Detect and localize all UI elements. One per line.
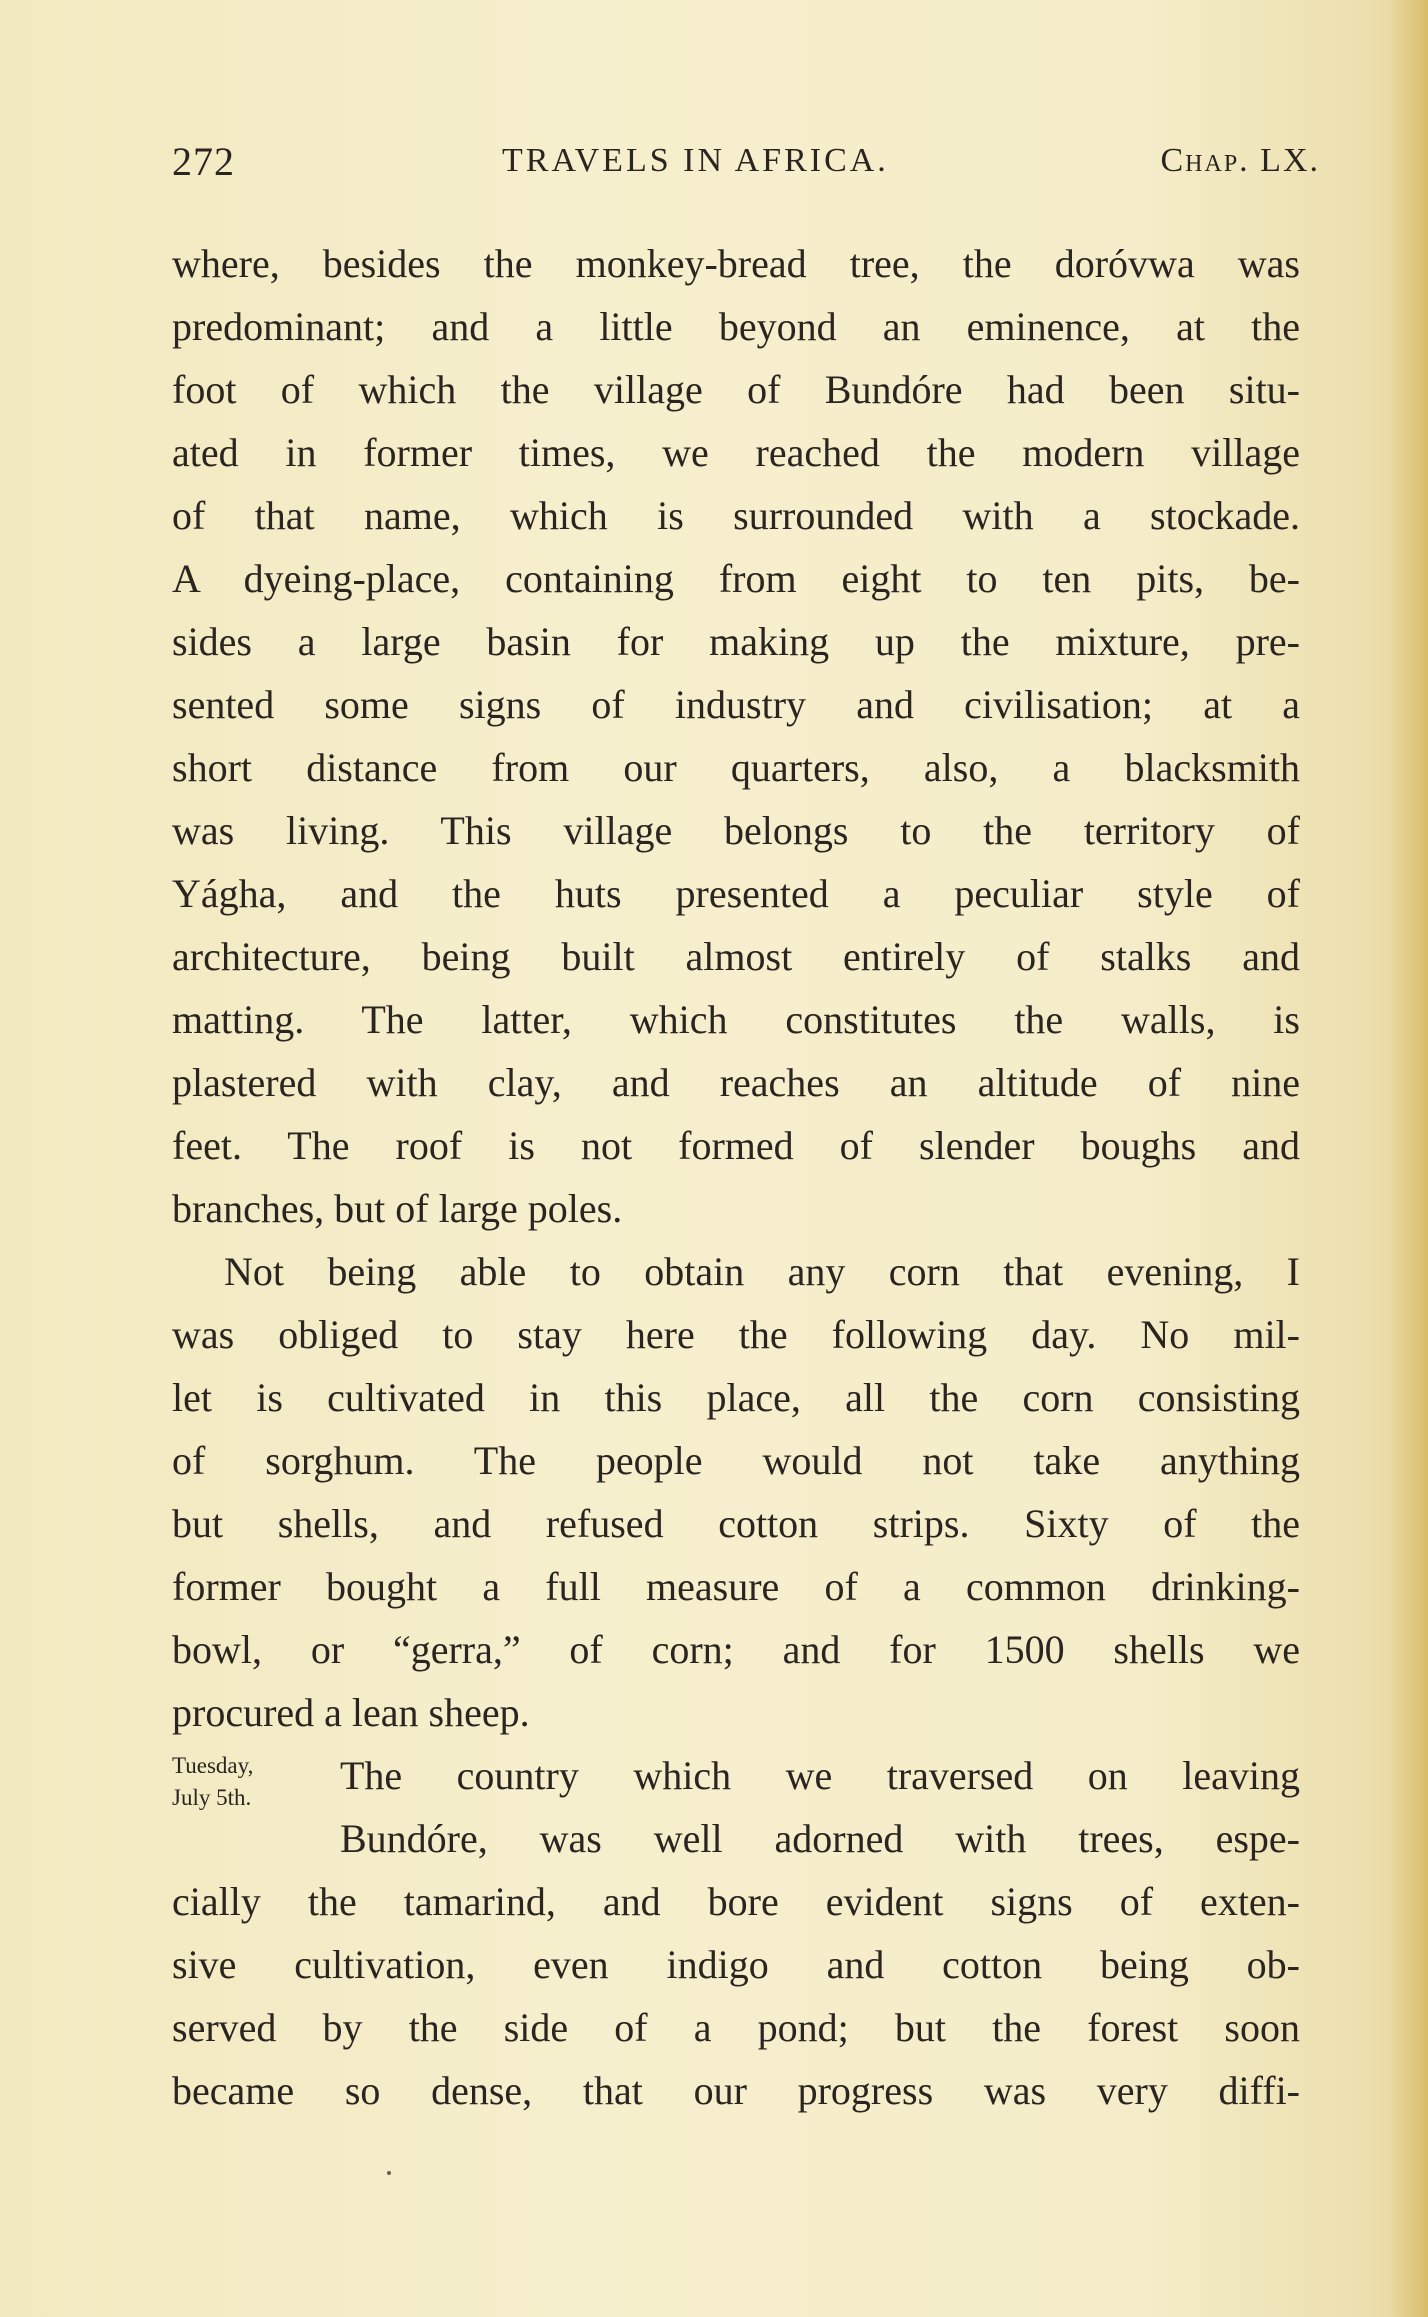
text-line: let is cultivated in this place, all the corn consisting (172, 1375, 1300, 1420)
text-line: of sorghum. The people would not take anything (172, 1438, 1300, 1483)
text-line: Yágha, and the huts presented a peculiar style of (172, 871, 1300, 916)
text-line: bowl, or “gerra,” of corn; and for 1500 shells we (172, 1627, 1300, 1672)
text-line: sides a large basin for making up the mixture, pre- (172, 619, 1300, 664)
text-line: Not being able to obtain any corn that evening, I (224, 1249, 1300, 1294)
marginal-note-day: Tuesday, (172, 1753, 254, 1778)
text-line: predominant; and a little beyond an eminence, at the (172, 304, 1300, 349)
text-line: was obliged to stay here the following day. No mil- (172, 1312, 1300, 1357)
text-line: became so dense, that our progress was very diffi- (172, 2068, 1300, 2113)
text-line: architecture, being built almost entirely of stalks and (172, 934, 1300, 979)
text-line: but shells, and refused cotton strips. Sixty of the (172, 1501, 1300, 1546)
text-line: short distance from our quarters, also, a blacksmith (172, 745, 1300, 790)
text-line: The country which we traversed on leaving (340, 1753, 1300, 1798)
text-line: foot of which the village of Bundóre had been situ- (172, 367, 1300, 412)
text-line: plastered with clay, and reaches an altitude of nine (172, 1060, 1300, 1105)
marginal-note-date: July 5th. (172, 1785, 252, 1810)
text-line: matting. The latter, which constitutes the walls, is (172, 997, 1300, 1042)
text-line: sive cultivation, even indigo and cotton being ob- (172, 1942, 1300, 1987)
text-line: feet. The roof is not formed of slender boughs and (172, 1123, 1300, 1168)
paper-speck (387, 2171, 391, 2175)
text-line: former bought a full measure of a common drinking- (172, 1564, 1300, 1609)
text-line: cially the tamarind, and bore evident signs of exten- (172, 1879, 1300, 1924)
text-line: was living. This village belongs to the territory of (172, 808, 1300, 853)
page-number: 272 (172, 139, 235, 184)
running-title: TRAVELS IN AFRICA. (502, 142, 889, 179)
body-text (172, 232, 1300, 2122)
chapter-label: Chap. LX. (1160, 142, 1320, 179)
page-edge-shading (1390, 0, 1428, 2317)
text-line: of that name, which is surrounded with a stockade. (172, 493, 1300, 538)
running-header (172, 138, 1320, 192)
text-line: A dyeing-place, containing from eight to ten pits, be- (172, 556, 1300, 601)
text-line: where, besides the monkey-bread tree, the doróvwa was (172, 241, 1300, 286)
text-line: sented some signs of industry and civilisation; at a (172, 682, 1300, 727)
text-line: Bundóre, was well adorned with trees, espe- (340, 1816, 1300, 1861)
text-line: branches, but of large poles. (172, 1186, 623, 1231)
text-line: ated in former times, we reached the modern village (172, 430, 1300, 475)
text-line: procured a lean sheep. (172, 1690, 530, 1735)
text-line: served by the side of a pond; but the forest soon (172, 2005, 1300, 2050)
